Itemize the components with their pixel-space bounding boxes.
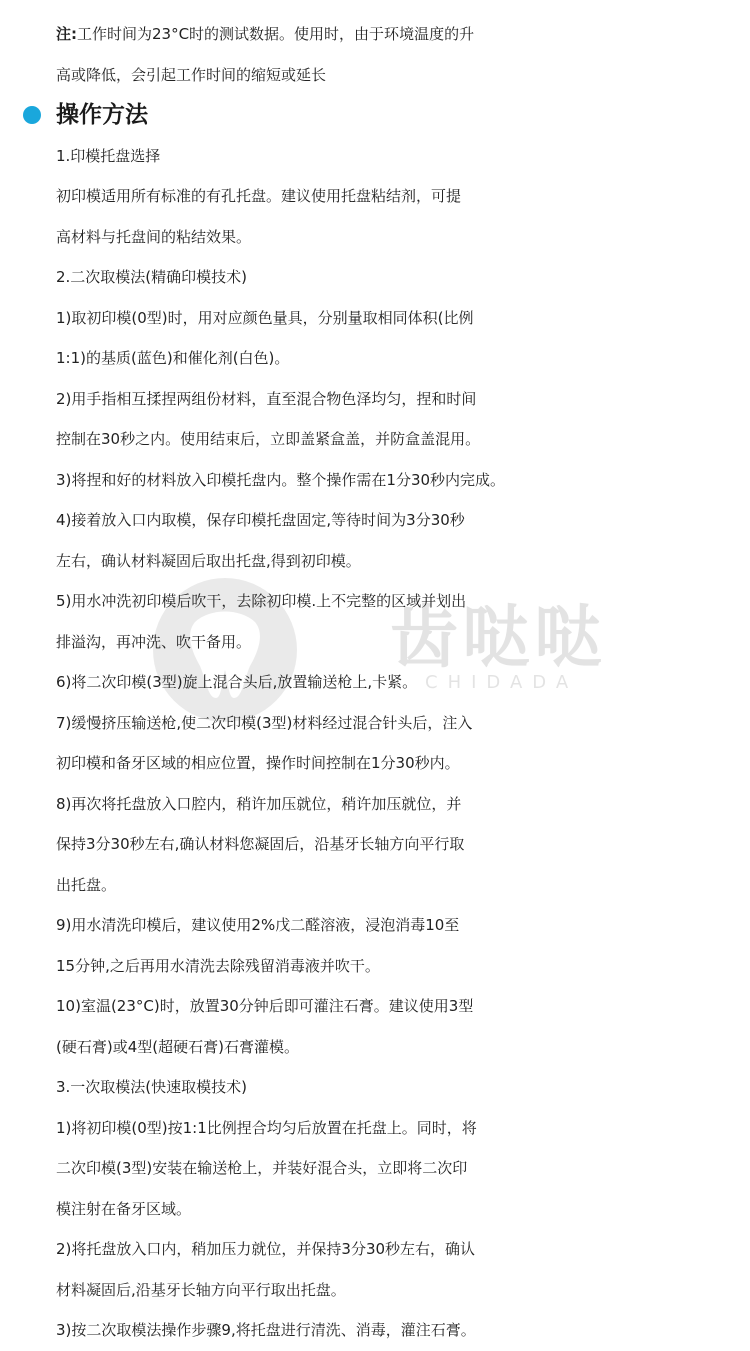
text-line: 出托盘。 — [56, 875, 117, 894]
text-line: 2.二次取模法(精确印模技术) — [56, 268, 248, 286]
document-body — [56, 14, 746, 1351]
text-line: 1.印模托盘选择 — [56, 146, 161, 165]
text-line: 3)按二次取模法操作步骤9,将托盘进行清洗、消毒，灌注石膏。 — [56, 1321, 476, 1339]
text-line: 1:1)的基质(蓝色)和催化剂(白色)。 — [56, 349, 290, 367]
text-line: 4)接着放入口内取模，保存印模托盘固定,等待时间为3分30秒 — [56, 511, 465, 529]
watermark-text: 齿哒哒 — [390, 599, 607, 678]
text-line: 高材料与托盘间的粘结效果。 — [56, 227, 252, 246]
text-line: 模注射在备牙区域。 — [56, 1199, 192, 1218]
section-heading-text: 操作方法 — [56, 102, 148, 128]
watermark-subtext: CHIDADA — [425, 672, 579, 693]
text-line: 15分钟,之后再用水清洗去除残留消毒液并吹干。 — [56, 956, 380, 975]
text-line: 材料凝固后,沿基牙长轴方向平行取出托盘。 — [56, 1280, 346, 1299]
text-line: 初印模和备牙区域的相应位置，操作时间控制在1分30秒内。 — [56, 754, 460, 772]
text-line: 2)将托盘放入口内，稍加压力就位，并保持3分30秒左右，确认 — [56, 1240, 476, 1258]
text-line: 保持3分30秒左右,确认材料您凝固后，沿基牙长轴方向平行取 — [56, 835, 465, 853]
text-line: 1)取初印模(0型)时，用对应颜色量具，分别量取相同体积(比例 — [56, 308, 474, 327]
text-line: 初印模适用所有标准的有孔托盘。建议使用托盘粘结剂，可提 — [56, 187, 462, 205]
text-line: 3.一次取模法(快速取模技术) — [56, 1078, 248, 1096]
text-line: 二次印模(3型)安装在输送枪上，并装好混合头，立即将二次印 — [56, 1159, 468, 1177]
section-heading — [56, 95, 746, 136]
text-line: 9)用水清洗印模后，建议使用2%戊二醛溶液，浸泡消毒10至 — [56, 916, 460, 934]
instruction-lines — [56, 136, 746, 1351]
text-line: 3)将捏和好的材料放入印模托盘内。整个操作需在1分30秒内完成。 — [56, 470, 506, 489]
text-line: 左右，确认材料凝固后取出托盘,得到初印模。 — [56, 551, 361, 570]
note-line-1 — [56, 14, 746, 55]
text-line: 1)将初印模(0型)按1:1比例捏合均匀后放置在托盘上。同时，将 — [56, 1118, 477, 1137]
text-line: 控制在30秒之内。使用结束后，立即盖紧盒盖，并防盒盖混用。 — [56, 430, 481, 448]
text-line: 2)用手指相互揉捏两组份材料，直至混合物色泽均匀，捏和时间 — [56, 389, 477, 408]
text-line: 8)再次将托盘放入口腔内，稍许加压就位，稍许加压就位，并 — [56, 794, 462, 813]
text-line: 排溢沟，再冲洗、吹干备用。 — [56, 632, 252, 651]
note-label: 注: — [56, 25, 77, 43]
text-line: 5)用水冲洗初印模后吹干，去除初印模.上不完整的区域并划出 — [56, 592, 467, 610]
text-line: 10)室温(23°C)时，放置30分钟后即可灌注石膏。建议使用3型 — [56, 997, 474, 1015]
text-line: (硬石膏)或4型(超硬石膏)石膏灌模。 — [56, 1037, 299, 1056]
text-line: 6)将二次印模(3型)旋上混合头后,放置输送枪上,卡紧。 — [56, 673, 418, 691]
bullet-dot-icon — [23, 106, 41, 124]
text-line: 7)缓慢挤压输送枪,使二次印模(3型)材料经过混合针头后，注入 — [56, 713, 473, 732]
note-text-1: 工作时间为23°C时的测试数据。使用时，由于环境温度的升 — [77, 25, 475, 43]
note-line-2: 高或降低，会引起工作时间的缩短或延长 — [56, 65, 327, 84]
